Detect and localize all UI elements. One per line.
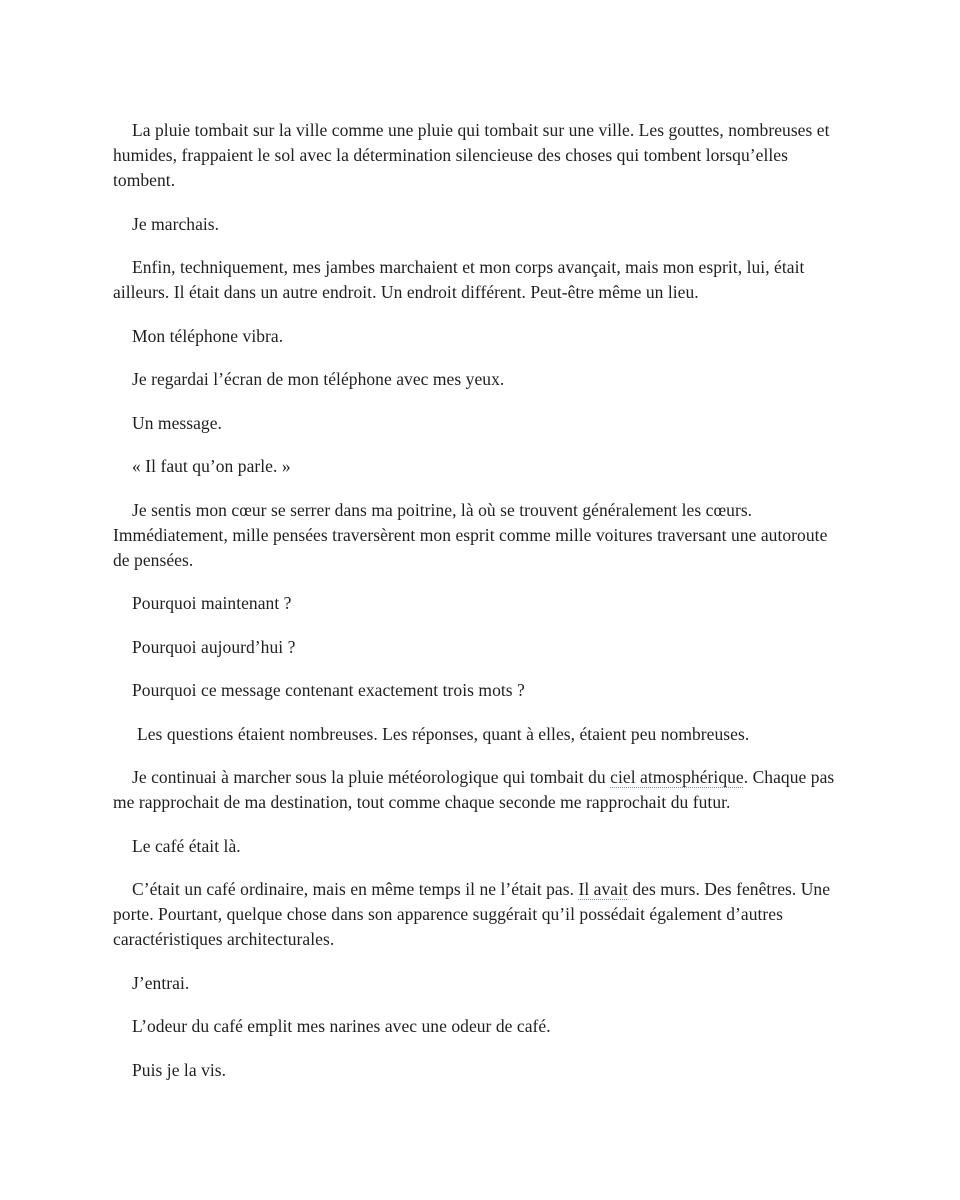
paragraph: Pourquoi aujourd’hui ?	[132, 636, 296, 657]
paragraph: Je regardai l’écran de mon téléphone avec mes yeux.	[132, 369, 505, 389]
paragraph-text-start: C’était un café ordinaire, mais en même temps il ne l’était pas.	[132, 879, 579, 899]
paragraph: « Il faut qu’on parle. »	[132, 456, 291, 476]
paragraph: J’entrai.	[132, 972, 190, 993]
paragraph: Enfin, techniquement, mes jambes marchaient et mon corps avançait, mais mon esprit, lui, était ailleurs. Il était dans un autre endroit. Un endroit différent. Peut-être même un lieu.	[113, 257, 805, 302]
story-text	[113, 118, 842, 1083]
paragraph: Pourquoi maintenant ?	[132, 593, 292, 613]
paragraph: Les questions étaient nombreuses. Les réponses, quant à elles, étaient peu nombreuses.	[137, 723, 750, 744]
paragraph: Pourquoi ce message contenant exactement trois mots ?	[132, 680, 525, 700]
spellcheck-underlined-text: ciel atmosphérique	[610, 767, 744, 787]
paragraph-text-end: . Chaque pas me rapprochait de ma destination, tout comme chaque seconde me rapprochait du futur.	[113, 767, 835, 812]
paragraph: Un message.	[132, 412, 222, 433]
paragraph: La pluie tombait sur la ville comme une pluie qui tombait sur une ville. Les gouttes, nombreuses et humides, frappaient le sol avec la détermination silencieuse des choses qui tombent lorsqu’elles tombent.	[113, 120, 830, 190]
paragraph: Le café était là.	[132, 835, 241, 856]
paragraph: Je marchais.	[132, 213, 220, 234]
paragraph	[113, 765, 842, 815]
paragraph	[113, 877, 842, 952]
paragraph: Puis je la vis.	[132, 1059, 227, 1080]
paragraph-text-end: des murs. Des fenêtres. Une porte. Pourtant, quelque chose dans son apparence suggérait qu’il possédait également d’autres caractéristiques architecturales.	[113, 879, 831, 949]
paragraph-text-start: Je continuai à marcher sous la pluie météorologique qui tombait du	[132, 767, 611, 787]
paragraph: Je sentis mon cœur se serrer dans ma poitrine, là où se trouvent généralement les cœurs. Immédiatement, mille pensées traversèrent mon esprit comme mille voitures traversant une autoroute de pensées.	[113, 499, 828, 570]
spellcheck-underlined-text: Il avait	[578, 879, 628, 899]
paragraph: L’odeur du café emplit mes narines avec une odeur de café.	[132, 1016, 551, 1036]
paragraph: Mon téléphone vibra.	[132, 325, 284, 346]
